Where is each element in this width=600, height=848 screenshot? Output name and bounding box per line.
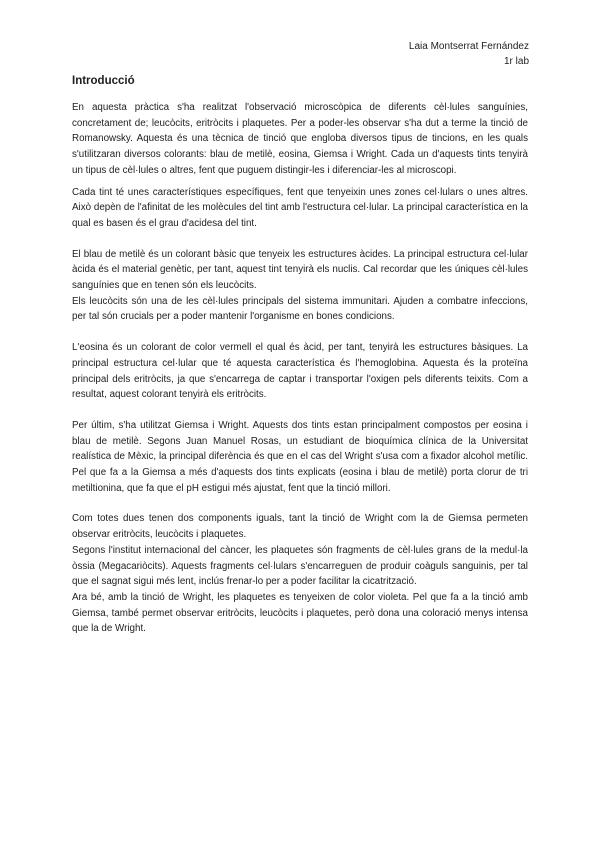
document-body <box>72 100 528 637</box>
paragraph-giemsa-wright: Per últim, s'ha utilitzat Giemsa i Wright. Aquests dos tints estan principalment compostos per eosina i blau de metilè. Segons Juan Manuel Rosas, un estudiant de bioquímica clínica de la Universitat realística de Mèxic, la principal diferència és que en el cas del Wright s'usa com a fixador alcohol metílic. Pel que fa a la Giemsa a més d'aquests dos tints explicats (eosina i blau de metilè) porta clorur de tri metiltionina, que fa que el pH estigui més ajustat, fent que la tinció millori. <box>72 419 528 494</box>
section-title: Introducció <box>72 75 135 87</box>
paragraph-methylene-blue: El blau de metilè és un colorant bàsic que tenyeix les estructures àcides. La principal estructura cel·lular àcida és el material genètic, per tant, aquest tint tenyirà els nuclis. Cal recordar que les úniques cèl·lules sanguínies que en tenen són els leucòcits. <box>72 248 528 292</box>
paragraph-leukocytes: Els leucòcits són una de les cèl·lules principals del sistema immunitari. Ajuden a combatre infeccions, per tal són crucials per a poder mantenir l'organisme en bones condicions. <box>72 295 528 323</box>
paragraph-intro: En aquesta pràctica s'ha realitzat l'observació microscòpica de diferents cèl·lules sanguínies, concretament de; leucòcits, eritròcits i plaquetes. Per a poder-les observar s'ha dut a terme la tinció de Romanowsky. Aquesta és una tècnica de tinció que engloba diversos tipus de tincions, en les quals s'utilitzaran diversos colorants: blau de metilè, eosina, Giemsa i Wright. Cada un d'aquests tints tenyirà un tipus de cèl·lules o altres, fent que puguem distingir-les i diferenciar-les al microscopi. <box>72 102 528 176</box>
page-header <box>409 40 529 69</box>
paragraph-wright-platelets: Ara bé, amb la tinció de Wright, les plaquetes es tenyeixen de color violeta. Pel que fa a la tinció amb Giemsa, també permet observar eritròcits, leucòcits i plaquetes, però dona una coloració menys intensa que la de Wright. <box>72 591 528 635</box>
paragraph-common-components: Com totes dues tenen dos components iguals, tant la tinció de Wright com la de Giemsa permeten observar eritròcits, leucòcits i plaquetes. <box>72 513 528 541</box>
paragraph-dye-characteristics: Cada tint té unes característiques específiques, fent que tenyeixin unes zones cel·lulars o unes altres. Això depèn de l'afinitat de les molècules del tint amb l'estructura cel·lular. La principal característica en la qual es basen és el grau d'acidesa del tint. <box>72 186 528 229</box>
paragraph-eosin: L'eosina és un colorant de color vermell el qual és àcid, per tant, tenyirà les estructures bàsiques. La principal estructura cel·lular que té aquesta característica és l'hemoglobina. Aquesta és la proteïna principal dels eritròcits, ja que s'encarrega de captar i transportar l'oxigen pels diferents teixits. Com a resultat, aquest colorant tenyirà els eritròcits. <box>72 342 528 401</box>
author-name: Laia Montserrat Fernández <box>408 41 529 52</box>
course-label: 1r lab <box>503 55 529 67</box>
paragraph-platelets: Segons l'institut internacional del càncer, les plaquetes són fragments de cèl·lules grans de la medul·la òssia (Megacariòcits). Aquests fragments cel·lulars s'encarreguen de produir coàguls sanguinis, per tal que el sagnat sigui més lent, inclús frenar-lo per a poder facilitar la cicatrització. <box>72 544 528 588</box>
